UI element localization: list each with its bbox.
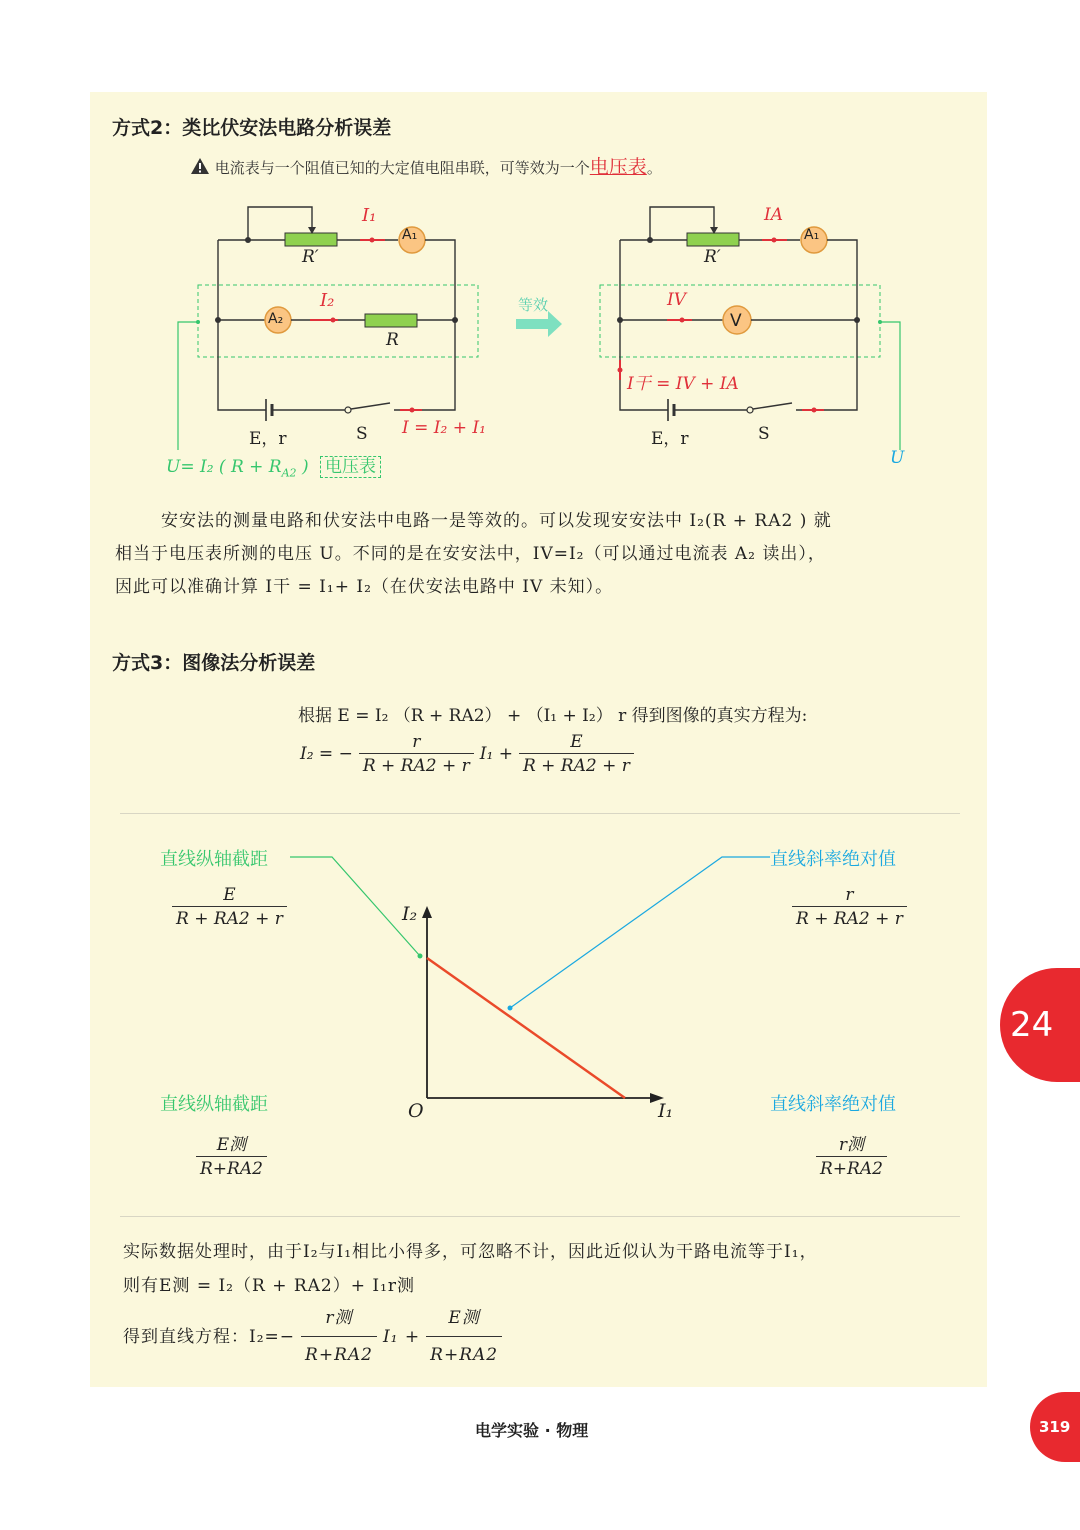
eq-frac1-num: r (412, 732, 421, 752)
slope-leader (510, 857, 770, 1008)
iv-label: IV (667, 290, 686, 310)
conclusion-line1: 实际数据处理时，由于I₂与I₁相比小得多，可忽略不计，因此近似认为干路电流等于I₁， (123, 1242, 818, 1262)
i1-label: I₁ (362, 205, 377, 226)
section2-title: 方式2：类比伏安法电路分析误差 (112, 117, 392, 139)
paragraph-line-1: 安安法的测量电路和伏安法中电路一是等效的。可以发现安安法中 I₂(R + RA2 ) 就 (161, 511, 832, 531)
tr-label: 直线斜率绝对值 (770, 849, 896, 870)
u-formula-text: U= I₂ ( R + R (166, 457, 282, 477)
eq-mid: I₁ + (479, 744, 513, 764)
bl-label: 直线纵轴截距 (160, 1094, 268, 1115)
voltmeter-tag: 电压表 (320, 456, 381, 478)
rheostat-right (687, 233, 739, 246)
section2-paragraph (115, 505, 965, 604)
note-highlight: 电压表 (589, 156, 647, 178)
r-label-left: R (386, 330, 399, 350)
paragraph-line-2: 相当于电压表所测的电压 U。不同的是在安安法中，IV=I₂（可以通过电流表 A₂ 读出）， (115, 544, 826, 564)
eq-frac2-den: R + RA2 + r (519, 753, 634, 776)
right-circuit (600, 207, 900, 450)
br-num: r测 (838, 1135, 865, 1155)
itotal-left: I = I₂ + I₁ (402, 418, 486, 438)
y-axis-label: I₂ (402, 903, 418, 925)
tr-den: R + RA2 + r (792, 906, 907, 929)
rheostat-left (285, 233, 337, 246)
intercept-leader (290, 857, 420, 956)
x-axis-label: I₁ (658, 1100, 674, 1122)
a2-label: A₂ (268, 311, 284, 327)
final-frac2-num: E测 (448, 1308, 480, 1328)
final-frac2 (426, 1302, 502, 1372)
true-equation (300, 732, 634, 776)
v-label: V (730, 311, 742, 331)
section3-intro: 根据 E = I₂ （R + RA2） + （I₁ + I₂） r 得到图像的真实方程为: (298, 706, 808, 726)
separator-top (120, 813, 960, 814)
conclusion-line2: 则有E测 = I₂（R + RA2）+ I₁r测 (123, 1276, 416, 1296)
final-mid: I₁ + (382, 1326, 421, 1347)
page-number: 319 (1030, 1392, 1080, 1462)
i2-label: I₂ (320, 290, 335, 311)
warning-icon (190, 157, 210, 179)
a1-label-left: A₁ (402, 227, 418, 243)
section3-title: 方式3：图像法分析误差 (112, 652, 316, 674)
eq-frac2 (519, 732, 634, 776)
u-formula-close: ) (296, 457, 309, 477)
final-frac2-den: R+RA2 (426, 1336, 502, 1372)
fit-line (427, 958, 625, 1098)
tr-frac (792, 885, 907, 929)
u-label-right: U (890, 448, 905, 468)
final-equation (123, 1302, 502, 1372)
eq-frac2-num: E (570, 732, 583, 752)
note-text: 电流表与一个阻值已知的大定值电阻串联，可等效为一个 (214, 159, 590, 177)
bl-frac (196, 1130, 267, 1179)
paragraph-line-3: 因此可以准确计算 I干 = I₁+ I₂（在伏安法电路中 IV 未知）。 (115, 577, 614, 597)
a1-label-right: A₁ (804, 227, 820, 243)
tl-frac (172, 885, 287, 929)
final-prefix: 得到直线方程：I₂=− (123, 1326, 296, 1347)
u-formula-sub: A2 (281, 466, 297, 480)
note-suffix: 。 (646, 159, 662, 177)
eq-lhs: I₂ = − (300, 744, 353, 764)
final-frac1 (301, 1302, 377, 1372)
rprime-label-left: R′ (302, 247, 319, 267)
resistor-r-left (365, 314, 417, 327)
section2-note (190, 152, 662, 179)
s-label-left: S (356, 424, 368, 444)
bl-den: R+RA2 (196, 1156, 267, 1179)
separator-bottom (120, 1216, 960, 1217)
er-label-left: E，r (249, 429, 287, 449)
final-frac1-num: r测 (325, 1308, 353, 1328)
graph (280, 840, 780, 1140)
er-label-right: E，r (651, 429, 689, 449)
footer-title: 电学实验 · 物理 (475, 1421, 589, 1440)
final-frac1-den: R+RA2 (301, 1336, 377, 1372)
tl-label: 直线纵轴截距 (160, 849, 268, 870)
bl-num: E测 (216, 1135, 247, 1155)
u-formula-left (166, 452, 381, 479)
equivalent-label: 等效 (518, 296, 549, 314)
origin-label: O (408, 1100, 424, 1122)
rprime-label-right: R′ (704, 247, 721, 267)
tl-num: E (223, 885, 236, 905)
chapter-tab[interactable]: 24 (1000, 968, 1080, 1082)
br-frac (816, 1130, 887, 1179)
eq-frac1 (359, 732, 474, 776)
tr-num: r (845, 885, 854, 905)
eq-frac1-den: R + RA2 + r (359, 753, 474, 776)
s-label-right: S (758, 424, 770, 444)
ia-label: IA (764, 205, 783, 225)
left-circuit (178, 207, 478, 450)
tl-den: R + RA2 + r (172, 906, 287, 929)
br-label: 直线斜率绝对值 (770, 1094, 896, 1115)
itotal-right: I干 = IV + IA (627, 374, 739, 394)
br-den: R+RA2 (816, 1156, 887, 1179)
